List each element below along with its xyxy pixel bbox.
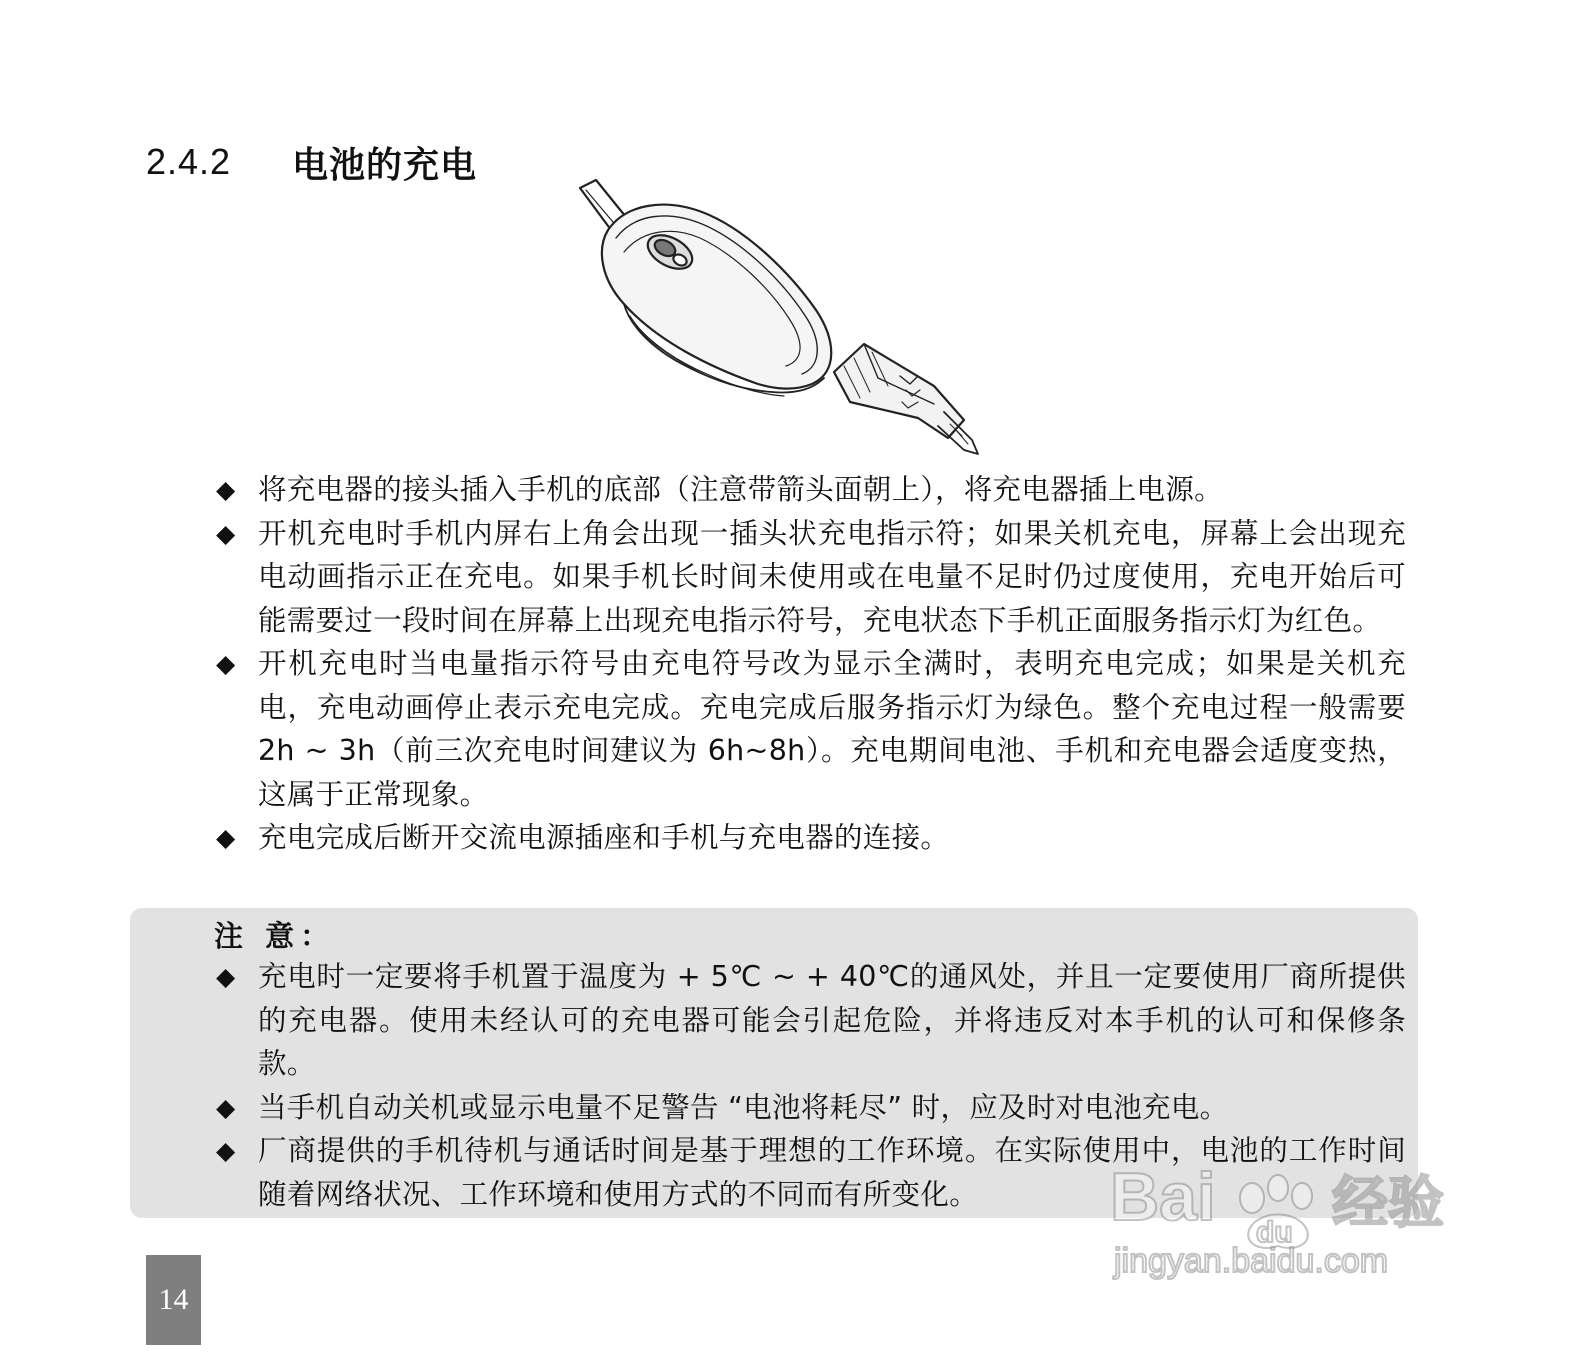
diamond-bullet-icon: ◆ — [216, 962, 236, 991]
list-item — [216, 955, 1406, 1086]
watermark-label: 经验 — [1332, 1171, 1444, 1236]
diamond-bullet-icon: ◆ — [216, 823, 236, 852]
list-item-text: 将充电器的接头插入手机的底部（注意带箭头面朝上），将充电器插上电源。 — [258, 473, 1223, 506]
list-item — [216, 642, 1406, 816]
watermark-brand-suffix: du — [1256, 1216, 1293, 1249]
section-title: 电池的充电 — [292, 144, 478, 186]
watermark-url: jingyan.baidu.com — [1114, 1242, 1389, 1280]
list-item-text: 充电时一定要将手机置于温度为 + 5℃ ~ + 40℃的通风处，并且一定要使用厂商所提供的充电器。使用未经认可的充电器可能会引起危险，并将违反对本手机的认可和保修条款。 — [258, 960, 1406, 1080]
diamond-bullet-icon: ◆ — [216, 649, 236, 678]
diamond-bullet-icon: ◆ — [216, 1092, 236, 1122]
list-item — [216, 816, 1406, 860]
diamond-bullet-icon: ◆ — [216, 518, 236, 548]
note-title: 注 意： — [214, 919, 336, 953]
diamond-bullet-icon: ◆ — [216, 1136, 236, 1165]
watermark-brand: Bai — [1110, 1159, 1216, 1235]
section-number: 2.4.2 — [146, 141, 232, 182]
list-item — [216, 1086, 1406, 1130]
page-number — [146, 1255, 201, 1345]
list-item — [216, 468, 1406, 512]
list-item-text: 开机充电时当电量指示符号由充电符号改为显示全满时，表明充电完成；如果是关机充电，充电动画停止表示充电完成。充电完成后服务指示灯为绿色。整个充电过程一般需要 2h ~ 3h（前三次充电时间建议为 6h~8h）。充电期间电池、手机和充电器会适度变热，这属于正常现象。 — [258, 647, 1406, 811]
list-item — [216, 512, 1406, 643]
page-number-text: 14 — [158, 1283, 189, 1316]
section-heading — [146, 138, 477, 186]
list-item-text: 当手机自动关机或显示电量不足警告 “电池将耗尽” 时，应及时对电池充电。 — [258, 1090, 1229, 1124]
charging-steps-list — [216, 468, 1406, 860]
phone-charging-connector-illustration — [572, 176, 984, 458]
baidu-jingyan-watermark-icon — [1110, 1140, 1480, 1290]
list-item-text: 充电完成后断开交流电源插座和手机与充电器的连接。 — [258, 821, 950, 854]
list-item-text: 厂商提供的手机待机与通话时间是基于理想的工作环境。在实际使用中，电池的工作时间随着网络状况、工作环境和使用方式的不同而有所变化。 — [258, 1134, 1406, 1211]
diamond-bullet-icon: ◆ — [216, 475, 236, 504]
list-item-text: 开机充电时手机内屏右上角会出现一插头状充电指示符；如果关机充电，屏幕上会出现充电动画指示正在充电。如果手机长时间未使用或在电量不足时仍过度使用，充电开始后可能需要过一段时间在屏幕上出现充电指示符号，充电状态下手机正面服务指示灯为红色。 — [258, 516, 1406, 637]
